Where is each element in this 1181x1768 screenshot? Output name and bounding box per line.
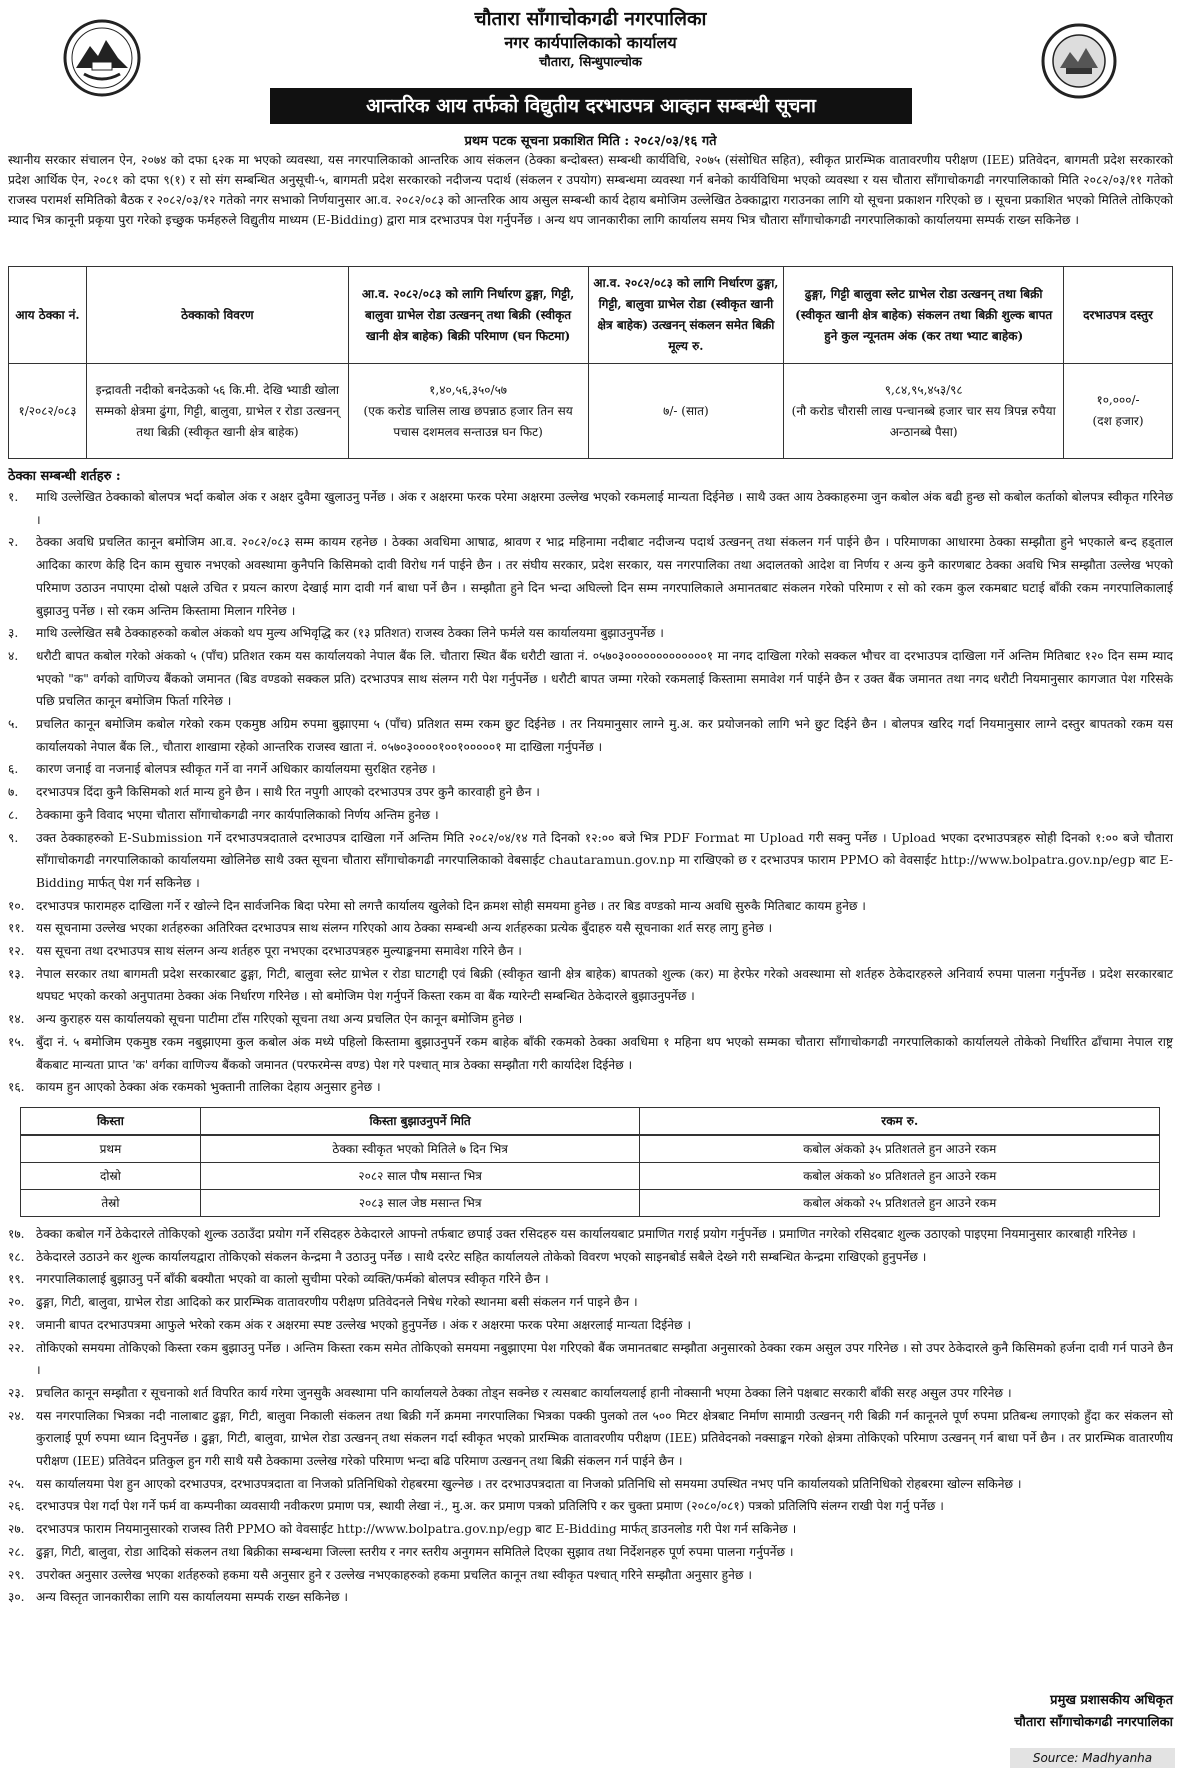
term-text: यस नगरपालिका भित्रका नदी नालाबाट ढुङ्गा, गिटी, बालुवा निकाली संकलन तथा बिक्री गर्ने क्रममा नगरपालिका भित्रका पक्की पुलको तल ५०० मिटर क्षेत्रबाट निर्माण सामाग्री उत्खनन् गरी बिक्री गर्न कानूनले पूर्ण रुपमा प्रतिबन्ध लगाएको हुँदा कर संकलन सो कुरालाई पूर्ण रुपमा ध्यान दिनुपर्नेछ । ढुङ्गा, गिटी, बालुवा, ग्राभेल रोडा उत्खनन् तथा संकलन गर्दा स्वीकृत भएको प्रारम्भिक वातावरणीय परीक्षण (IEE) प्रतिवेदनको नक्साङ्कन गरेको क्षेत्रमा तोकिएको परिमाण उत्खनन् गर्न बाधा पर्ने छैन । तर प्रारम्भिक वातारणीय परीक्षण (IEE) प्रतिवेदन प्रतिकुल हुन गरी साथै यसै ठेक्कामा उल्लेख गरेको परिमाण भन्दा बढि परिमाण उत्खनन् तथा बिक्री संकलन गर्न पाईने छैन । [36, 1408, 1173, 1469]
term-number: २५. [8, 1476, 25, 1491]
term-number: ८. [8, 807, 19, 822]
term-text: यस सूचना तथा दरभाउपत्र साथ संलग्न अन्य शर्तहरु पूरा नभएका दरभाउपत्रहरु मुल्याङ्कनमा समावेश गरिने छैन । [36, 944, 522, 959]
fee-words: (दश हजार) [1092, 414, 1144, 428]
notice-title: आन्तरिक आय तर्फको विद्युतीय दरभाउपत्र आव्हान सम्बन्धी सूचना [270, 88, 912, 124]
min-amount-value: ९,८४,९५,४५३/९८ [884, 382, 963, 397]
term-text: जमानी बापत दरभाउपत्रमा आफुले भरेको रकम अंक र अक्षरमा स्पष्ट उल्लेख भएको हुनुपर्नेछ । अंक र अक्षरमा फरक परेमा अक्षरलाई मान्यता दिईनेछ । [36, 1317, 692, 1332]
installment-header: किस्ता बुझाउनुपर्ने मिति [200, 1107, 640, 1135]
header-quantity: आ.व. २०८२/०८३ को लागि निर्धारण ढुङ्गा, गिट्टी, बालुवा ग्राभेल रोडा उत्खनन् तथा बिक्री (स्वीकृत खानी क्षेत्र बाहेक) बिक्री परिमाण (घन फिटमा) [348, 267, 588, 364]
header-contract-no: आय ठेक्का नं. [9, 267, 87, 364]
list-item [8, 895, 1173, 918]
tender-table [8, 266, 1173, 459]
cell-quantity [348, 364, 588, 459]
term-text: ठेक्का कबोल गर्ने ठेकेदारले तोकिएको शुल्क उठाउँदा प्रयोग गर्ने रसिदहरु ठेकेदारले आफ्नो तर्फबाट छपाई उक्त रसिदहरु यस कार्यालयबाट प्रमाणित गराई प्रयोग गर्नुपर्नेछ । प्रमाणित नगरेको रसिदबाट शुल्क उठाएको पाइएमा नियमानुसार कारबाही गरिनेछ । [36, 1226, 1136, 1241]
list-item [8, 622, 1173, 645]
cell-fee [1064, 364, 1173, 459]
table-row [21, 1162, 1160, 1189]
term-text: उपरोक्त अनुसार उल्लेख भएका शर्तहरुको हकमा यसै अनुसार हुने र उल्लेख नभएकाहरुको हकमा प्रचलित कानून तथा स्वीकृत पश्चात् गरिने सम्झौता अनुसार हुनेछ । [36, 1567, 752, 1582]
signatory-office: चौतारा साँगाचोकगढी नगरपालिका [1014, 1715, 1173, 1730]
term-text: ढुङ्गा, गिटी, बालुवा, ग्राभेल रोडा आदिको कर प्रारम्भिक वातावरणीय परीक्षण प्रतिवेदनले निषेध गरेको स्थानमा बसी संकलन गर्न पाइने छैन । [36, 1295, 638, 1310]
installment-cell: दोस्रो [21, 1162, 201, 1189]
office-address: चौतारा, सिन्धुपाल्चोक [539, 55, 642, 70]
min-amount-words: (नौ करोड चौरासी लाख पन्चानब्बे हजार चार सय त्रिपन्न रुपैया अन्ठानब्बे पैसा) [791, 403, 1056, 439]
term-text: माथि उल्लेखित ठेक्काको बोलपत्र भर्दा कबोल अंक र अक्षर दुवैमा खुलाउनु पर्नेछ । अंक र अक्षरमा फरक परेमा अक्षरमा उल्लेख भएको रकमलाई मान्यता दिईनेछ । साथै उक्त आय ठेक्काहरुमा जुन कबोल अंक बढी हुन्छ सो कबोल कर्ताको बोलपत्र स्वीकृत गरिनेछ । [36, 490, 1173, 527]
source-credit: Source: Madhyanha [1010, 1748, 1175, 1768]
installment-header: किस्ता [21, 1107, 201, 1135]
installment-table [20, 1107, 1160, 1217]
term-text: प्रचलित कानून सम्झौता र सूचनाको शर्त विपरित कार्य गरेमा जुनसुकै अवस्थामा पनि कार्यालयले ठेक्का तोड्न सक्नेछ र त्यसबाट कार्यालयलाई हानी नोक्सानी भएमा ठेक्का लिने पक्षबाट सरकारी बाँकी सरह असुल उपर गरिनेछ । [36, 1385, 1012, 1400]
term-number: २४. [8, 1408, 25, 1423]
term-text: धरौटी बापत कबोल गरेको अंकको ५ (पाँच) प्रतिशत रकम यस कार्यालयको नेपाल बैंक लि. चौतारा स्थित बैंक धरौटी खाता नं. ०५७०३०००००००००००००१ मा नगद दाखिला गरेको सक्कल भौचर वा दरभाउपत्र दाखिला गर्ने अन्तिम मितिबाट १२० दिन सम्म म्याद भएको "क" वर्गको वाणिज्य बैंकको जमानत (बिड वण्डको सक्कल प्रति) दरभाउपत्र साथ संलग्न गरी पेश गर्नुपर्नेछ । धरौटी बापत जम्मा गरेको रकमलाई किस्तामा समावेश गर्न पाईने छैन र उक्त बैंक जमानत तथा नगद धरौटी नियमानुसार कागजात पेश गरिसके पछि प्रचलित कानून बमोजिम फिर्ता गरिनेछ । [36, 648, 1173, 709]
office-header [0, 6, 1181, 72]
term-number: ७. [8, 785, 19, 800]
term-number: १७. [8, 1226, 25, 1241]
cell-contract-no: १/२०८२/०८३ [9, 364, 87, 459]
office-name: नगर कार्यपालिकाको कार्यालय [504, 33, 677, 52]
list-item [8, 1223, 1173, 1246]
term-number: १२. [8, 944, 25, 959]
term-text: ढुङ्गा, गिटी, बालुवा, रोडा आदिको संकलन तथा बिक्रीका सम्बन्धमा जिल्ला स्तरीय र नगर स्तरीय अनुगमन समितिले दिएका सुझाव तथा निर्देशनहरु पूर्ण रुपमा पालना गर्नुपर्नेछ । [36, 1544, 794, 1559]
term-number: १८. [8, 1249, 25, 1264]
list-item [8, 781, 1173, 804]
quantity-words: (एक करोड चालिस लाख छपन्नाठ हजार तिन सय पचास दशमलव सन्ताउन्न घन फिट) [363, 403, 573, 439]
term-text: दरभाउपत्र फारामहरु दाखिला गर्ने र खोल्ने दिन सार्वजनिक बिदा परेमा सो लगत्तै कार्यालय खुलेको दिन क्रमश सोही समयमा हुनेछ । तर बिड वण्डको मान्य अवधि सुरुकै मितिबाट कायम हुनेछ । [36, 898, 866, 913]
table-row [21, 1135, 1160, 1163]
installment-cell: कबोल अंकको ३५ प्रतिशतले हुन आउने रकम [640, 1135, 1160, 1163]
terms-heading: ठेक्का सम्बन्धी शर्तहरु : [8, 469, 121, 484]
term-text: नगरपालिकालाई बुझाउनु पर्ने बाँकी बक्यौता भएको वा कालो सुचीमा परेको व्यक्ति/फर्मको बोलपत्र स्वीकृत गरिने छैन । [36, 1272, 549, 1287]
list-item [8, 1076, 1173, 1099]
list-item [8, 1405, 1173, 1473]
cell-description: इन्द्रावती नदीको बनदेऊको ५६ कि.मी. देखि भ्याडी खोला सम्मको क्षेत्रमा ढुंगा, गिट्टी, बालुवा, ग्राभेल र रोडा उत्खनन् तथा बिक्री (स्वीकृत खानी क्षेत्र बाहेक) [86, 364, 348, 459]
installment-header: रकम रु. [640, 1107, 1160, 1135]
term-number: ५. [8, 717, 19, 732]
list-item [8, 804, 1173, 827]
term-number: ३०. [8, 1590, 25, 1605]
term-text: माथि उल्लेखित सबै ठेक्काहरुको कबोल अंकको थप मुल्य अभिवृद्धि कर (१३ प्रतिशत) राजस्व ठेक्का लिने फर्मले यस कार्यालयमा बुझाउनुपर्नेछ । [36, 626, 664, 641]
installment-cell: प्रथम [21, 1135, 201, 1163]
term-text: दरभाउपत्र पेश गर्दा पेश गर्ने फर्म वा कम्पनीका व्यवसायी नवीकरण प्रमाण पत्र, स्थायी लेखा नं., मु.अ. कर प्रमाण पत्रको प्रतिलिपि र कर चुक्ता प्रमाण (२०८०/०८१) पत्रको प्रतिलिपि संलग्न राखी पेश गर्नु पर्नेछ । [36, 1499, 944, 1514]
header-description: ठेक्काको विवरण [86, 267, 348, 364]
term-number: १४. [8, 1012, 25, 1027]
term-number: १६. [8, 1080, 25, 1095]
term-text: यस कार्यालयमा पेश हुन आएको दरभाउपत्र, दरभाउपत्रदाता वा निजको प्रतिनिधिको रोहबरमा खुल्नेछ । तर दरभाउपत्रदाता वा निजको प्रतिनिधि सो समयमा उपस्थित नभए पनि कार्यालयको प्रतिनिधिको रोहबरमा खोल्न सकिनेछ । [36, 1476, 1022, 1491]
term-number: २६. [8, 1499, 25, 1514]
terms-list [8, 486, 1173, 1609]
intro-paragraph: स्थानीय सरकार संचालन ऐन, २०७४ को दफा ६२क मा भएको व्यवस्था, यस नगरपालिकाको आन्तरिक आय संकलन (ठेक्का बन्दोबस्त) सम्बन्धी कार्यविधि, २०७५ (संसोधित सहित), स्वीकृत प्रारम्भिक वातावरणीय परीक्षण (IEE) प्रतिवेदन, बागमती प्रदेश सरकारको प्रदेश आर्थिक ऐन, २०८१ को दफा ९(१) र सो संग सम्बन्धित अनुसूची-५, बागमती प्रदेश सरकारको नदीजन्य पदार्थ (संकलन र उपयोग) सम्बन्धमा व्यवस्था गर्न बनेको कार्यविधिमा भएको व्यवस्था र यस चौतारा साँगाचोकगढी नगरपालिकाको मिति २०८२/०३/११ गतेको राजस्व परामर्श समितिको बैठक र २०८२/०३/१२ गतेको नगर सभाको निर्णयानुसार आ.व. २०८२/०८३ को आन्तरिक आय असुल सम्बन्धी कार्य देहाय बमोजिम उल्लेखित ठेक्काद्वारा गराउनका लागि यो सूचना प्रकाशन गरिएको छ । सूचना प्रकाशित भएको मितिले तोकिएको म्याद भित्र कानूनी प्रकृया पुरा गरेको इच्छुक फर्महरुले विद्युतीय माध्यम (E-Bidding) द्वारा मात्र दरभाउपत्र पेश गर्नुपर्नेछ । अन्य थप जानकारीका लागि कार्यालय समय भित्र चौतारा साँगाचोकगढी नगरपालिकाको कार्यालयमा सम्पर्क राख्न सकिनेछ । [8, 153, 1173, 227]
header-fee: दरभाउपत्र दस्तुर [1064, 267, 1173, 364]
table-row [9, 364, 1173, 459]
term-number: १५. [8, 1034, 25, 1049]
term-number: २३. [8, 1385, 25, 1400]
list-item [8, 963, 1173, 1008]
table-row [21, 1189, 1160, 1216]
installment-cell: कबोल अंकको ४० प्रतिशतले हुन आउने रकम [640, 1162, 1160, 1189]
list-item [8, 1518, 1173, 1541]
term-text: अन्य कुराहरु यस कार्यालयको सूचना पाटीमा टाँस गरिएको सूचना तथा अन्य प्रचलित ऐन कानून बमोजिम हुनेछ । [36, 1012, 523, 1027]
list-item [8, 1541, 1173, 1564]
list-item [8, 486, 1173, 531]
cell-price: ७/- (सात) [588, 364, 784, 459]
term-text: प्रचलित कानून बमोजिम कबोल गरेको रकम एकमुष्ठ अग्रिम रुपमा बुझाएमा ५ (पाँच) प्रतिशत सम्म रकम छुट दिईनेछ । तर नियमानुसार लाग्ने मु.अ. कर प्रयोजनको लागि भने छुट दिईने छैन । बोलपत्र खरिद गर्दा नियमानुसार लाग्ने दस्तुर बापतको रकम यस कार्यालयको नेपाल बैंक लि., चौतारा शाखामा रहेको आन्तरिक राजस्व खाता नं. ०५७०३००००१००१०००००१ मा दाखिला गर्नुपर्नेछ । [36, 717, 1173, 754]
header-min-amount: ढुङ्गा, गिट्टी बालुवा स्लेट ग्राभेल रोडा उत्खनन् तथा बिक्री (स्वीकृत खानी क्षेत्र बाहेक) संकलन तथा बिक्री शुल्क बापत हुने कुल न्यूनतम अंक (कर तथा भ्याट बाहेक) [784, 267, 1064, 364]
list-item [8, 1246, 1173, 1269]
term-text: अन्य विस्तृत जानकारीका लागि यस कार्यालयमा सम्पर्क राख्न सकिनेछ । [36, 1590, 349, 1605]
header-price: आ.व. २०८२/०८३ को लागि निर्धारण ढुङ्गा, गिट्टी, बालुवा ग्राभेल रोडा (स्वीकृत खानी क्षेत्र बाहेक) उत्खनन् संकलन समेत बिक्री मूल्य रु. [588, 267, 784, 364]
term-number: ९. [8, 830, 19, 845]
list-item [8, 940, 1173, 963]
installment-cell: २०८३ साल जेष्ठ मसान्त भित्र [200, 1189, 640, 1216]
list-item [8, 1008, 1173, 1031]
term-number: २१. [8, 1317, 25, 1332]
installment-cell: २०८२ साल पौष मसान्त भित्र [200, 1162, 640, 1189]
term-text: दरभाउपत्र दिंदा कुनै किसिमको शर्त मान्य हुने छैन । साथै रित नपुगी आएको दरभाउपत्र उपर कुनै कारवाही हुने छैन । [36, 785, 540, 800]
list-item [8, 1314, 1173, 1337]
term-number: २९. [8, 1567, 25, 1582]
term-text: ठेक्कामा कुनै विवाद भएमा चौतारा साँगाचोकगढी नगर कार्यपालिकाको निर्णय अन्तिम हुनेछ । [36, 807, 439, 822]
municipality-name: चौतारा साँगाचोकगढी नगरपालिका [474, 8, 707, 30]
table-header-row [9, 267, 1173, 364]
quantity-value: १,४०,५६,३५०/५७ [429, 382, 508, 397]
list-item [8, 1564, 1173, 1587]
term-text: यस सूचनामा उल्लेख भएका शर्तहरुका अतिरिक्त दरभाउपत्र साथ संलग्न गरिएको आय ठेक्का सम्बन्धी अन्य शर्तहरुका प्रत्येक बुँदाहरु यसै सूचनाका शर्त सरह लागु हुनेछ । [36, 921, 773, 936]
list-item [8, 1268, 1173, 1291]
cell-min-amount [784, 364, 1064, 459]
signature-block [900, 1690, 1173, 1734]
term-text: कायम हुन आएको ठेक्का अंक रकमको भुक्तानी तालिका देहाय अनुसार हुनेछ । [36, 1080, 381, 1095]
term-text: कारण जनाई वा नजनाई बोलपत्र स्वीकृत गर्ने वा नगर्ने अधिकार कार्यालयमा सुरक्षित रहनेछ । [36, 762, 436, 777]
term-number: २७. [8, 1522, 25, 1537]
term-number: ११. [8, 921, 25, 936]
list-item [8, 1031, 1173, 1076]
list-item [8, 758, 1173, 781]
term-text: दरभाउपत्र फाराम नियमानुसारको राजस्व तिरी PPMO को वेवसाईट http://www.bolpatra.gov.np/egp बाट E-Bidding मार्फत् डाउनलोड गरी पेश गर्न सकिनेछ । [36, 1522, 797, 1537]
list-item [8, 827, 1173, 895]
installment-cell: ठेक्का स्वीकृत भएको मितिले ७ दिन भित्र [200, 1135, 640, 1163]
term-text: ठेक्का अवधि प्रचलित कानून बमोजिम आ.व. २०८२/०८३ सम्म कायम रहनेछ । ठेक्का अवधिमा आषाढ, श्रावण र भाद्र महिनामा नदीबाट नदीजन्य पदार्थ उत्खनन् तथा संकलन गर्न पाईने छैन । परिमाणका आधारमा ठेक्का सम्झौता हुने भएकाले बन्द हड्ताल आदिका कारण केहि दिन काम सुचारु नभएको अवस्थामा कुनैपनि किसिमको दावी विरोध गर्न पाईने छैन । तर संघीय सरकार, प्रदेश सरकार, यस नगरपालिका तथा अदालतको आदेश वा निर्णय र अन्य कुनै कारणबाट ठेक्का अवधि भित्र सम्झौता उल्लेख भएको परिमाण उठाउन नपाएमा दोस्रो पक्षले उचित र प्रयत्न कारण देखाई माग दावी गर्न बाधा पर्ने छैन । सम्झौता हुने दिन भन्दा अघिल्लो दिन सम्म नगरपालिकाले अमानतबाट संकलन गरेको परिमाण र सो को रकम कुल रकमबाट घटाई बाँकी रकम नगरपालिकालाई बुझाउनु पर्नेछ । सो रकम अन्तिम किस्तामा मिलान गरिनेछ । [36, 535, 1173, 618]
term-text: बुँदा नं. ५ बमोजिम एकमुष्ठ रकम नबुझाएमा कुल कबोल अंक मध्ये पहिलो किस्तामा बुझाउनुपर्ने रकम बाहेक बाँकी रकमको ठेक्का अवधिमा १ महिना थप भएको सम्मका चौतारा साँगाचोकगढी नगरपालिकाको कार्यालयले तोकेको निर्धारित ढाँचामा नेपाल राष्ट्र बैंकबाट मान्यता प्राप्त 'क' वर्गका वाणिज्य बैंकको जमानत (परफरमेन्स वण्ड) पेश गरे पश्चात् मात्र ठेक्का सम्झौता गरी कार्यादेश दिईनेछ । [36, 1034, 1173, 1072]
term-number: २. [8, 535, 19, 550]
list-item [8, 531, 1173, 622]
list-item [8, 645, 1173, 713]
term-number: ६. [8, 762, 19, 777]
term-number: २२. [8, 1340, 25, 1355]
term-number: ३. [8, 626, 19, 641]
term-text: नेपाल सरकार तथा बागमती प्रदेश सरकारबाट ढुङ्गा, गिटी, बालुवा स्लेट ग्राभेल र रोडा घाटगद्दी एवं बिक्री (स्वीकृत खानी क्षेत्र बाहेक) बापतको शुल्क (कर) मा हेरफेर गरेको अवस्थामा सो शर्तहरु ठेकेदारहरुले अनिवार्य रुपमा पालना गर्नुपर्नेछ । प्रदेश सरकारबाट थपघट भएको करको अनुपातमा ठेक्का अंक निर्धारण गरिनेछ । सो बमोजिम पेश गर्नुपर्ने किस्ता रकम वा बैंक ग्यारेन्टी सम्बन्धित ठेकेदारले बुझाउनुपर्नेछ । [36, 966, 1173, 1004]
installment-cell: तेस्रो [21, 1189, 201, 1216]
installment-cell: कबोल अंकको २५ प्रतिशतले हुन आउने रकम [640, 1189, 1160, 1216]
term-number: २८. [8, 1544, 25, 1559]
term-number: ४. [8, 648, 19, 663]
term-number: १३. [8, 966, 25, 981]
list-item [8, 1586, 1173, 1609]
term-text: तोकिएको समयमा तोकिएको किस्ता रकम बुझाउनु पर्नेछ । अन्तिम किस्ता रकम समेत तोकिएको समयमा नबुझाएमा पेश गरिएको बैंक जमानतबाट सम्झौता अनुसारको ठेक्का रकम असुल उपर गरिनेछ । सो उपर ठेकेदारले कुनै किसिमको हर्जना दावी गर्न पाउने छैन । [36, 1340, 1173, 1378]
term-number: १०. [8, 898, 25, 913]
list-item [8, 1473, 1173, 1496]
list-item [8, 1495, 1173, 1518]
list-item [8, 713, 1173, 758]
term-number: १. [8, 490, 19, 504]
term-text: उक्त ठेक्काहरुको E-Submission गर्ने दरभाउपत्रदाताले दरभाउपत्र दाखिला गर्ने अन्तिम मिति २०८२/०४/१४ गते दिनको १२:०० बजे भित्र PDF Format मा Upload गरी सक्नु पर्नेछ । Upload भएका दरभाउपत्रहरु सोही दिनको १:०० बजे चौतारा साँगाचोकगढी नगरपालिकाको कार्यालयमा खोलिनेछ साथै उक्त सूचना चौतारा साँगाचोकगढी नगरपालिकाको वेबसाईट chautaramun.gov.np मा राखिएको छ र दरभाउपत्र फाराम PPMO को वेवसाईट http://www.bolpatra.gov.np/egp बाट E-Bidding मार्फत् पेश गर्न सकिनेछ । [36, 830, 1173, 890]
installment-header-row [21, 1107, 1160, 1135]
term-text: ठेकेदारले उठाउने कर शुल्क कार्यालयद्वारा तोकिएको संकलन केन्द्रमा नै उठाउनु पर्नेछ । साथै दररेट सहित कार्यालयले तोकेको विवरण भएको साइनबोर्ड सबैले देख्ने गरी सम्बन्धित केन्द्रमा राखिएको हुनुपर्नेछ । [36, 1249, 927, 1264]
fee-value: १०,०००/- [1096, 393, 1140, 407]
signatory-title: प्रमुख प्रशासकीय अधिकृत [1050, 1693, 1173, 1708]
term-number: २०. [8, 1295, 25, 1310]
list-item [8, 1382, 1173, 1405]
term-number: १९. [8, 1272, 25, 1287]
publish-date: प्रथम पटक सूचना प्रकाशित मिति : २०८२/०३/१६ गते [464, 134, 717, 149]
list-item [8, 917, 1173, 940]
list-item [8, 1337, 1173, 1382]
list-item [8, 1291, 1173, 1314]
